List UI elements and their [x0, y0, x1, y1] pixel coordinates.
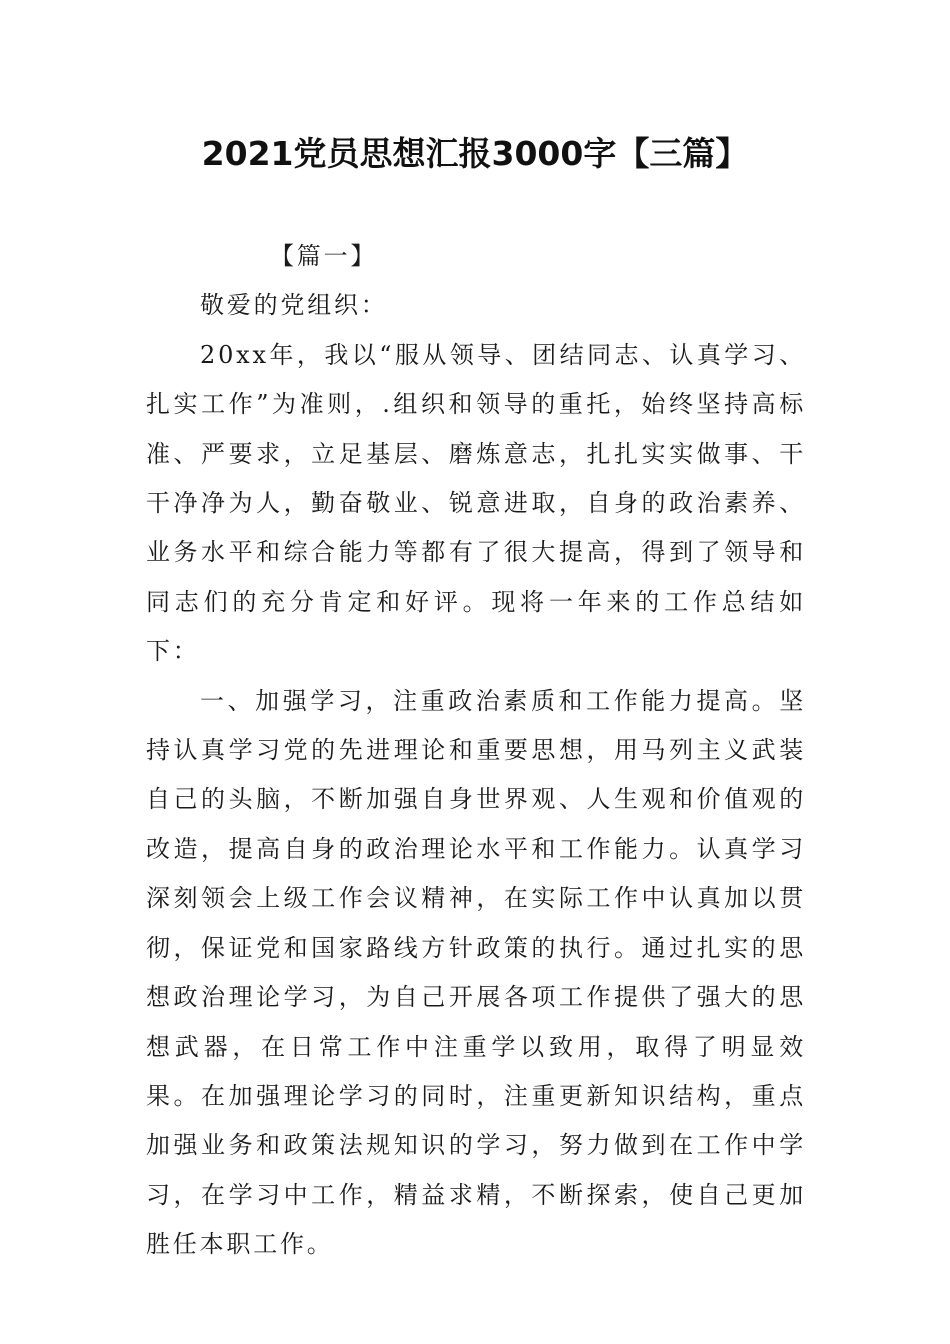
document-title: 2021党员思想汇报3000字【三篇】: [201, 134, 749, 173]
paragraph-1: 20xx年，我以“服从领导、团结同志、认真学习、扎实工作”为准则，.组织和领导的重托，始终坚持高标准、严要求，立足基层、磨炼意志，扎扎实实做事、干干净净为人，勤奋敬业、锐意进取，自身的政治素养、业务水平和综合能力等都有了很大提高，得到了领导和同志们的充分肯定和好评。现将一年来的工作总结如下：: [146, 340, 806, 666]
section-heading: 【篇一】: [270, 242, 378, 270]
salutation: 敬爱的党组织：: [200, 291, 388, 320]
paragraph-2: 一、加强学习，注重政治素质和工作能力提高。坚持认真学习党的先进理论和重要思想，用马列主义武装自己的头脑，不断加强自身世界观、人生观和价值观的改造，提高自身的政治理论水平和工作能力。认真学习深刻领会上级工作会议精神，在实际工作中认真加以贯彻，保证党和国家路线方针政策的执行。通过扎实的思想政治理论学习，为自己开展各项工作提供了强大的思想武器，在日常工作中注重学以致用，取得了明显效果。在加强理论学习的同时，注重更新知识结构，重点加强业务和政策法规知识的学习，努力做到在工作中学习，在学习中工作，精益求精，不断探索，使自己更加胜任本职工作。: [146, 686, 806, 1259]
document-body: [146, 232, 806, 1270]
